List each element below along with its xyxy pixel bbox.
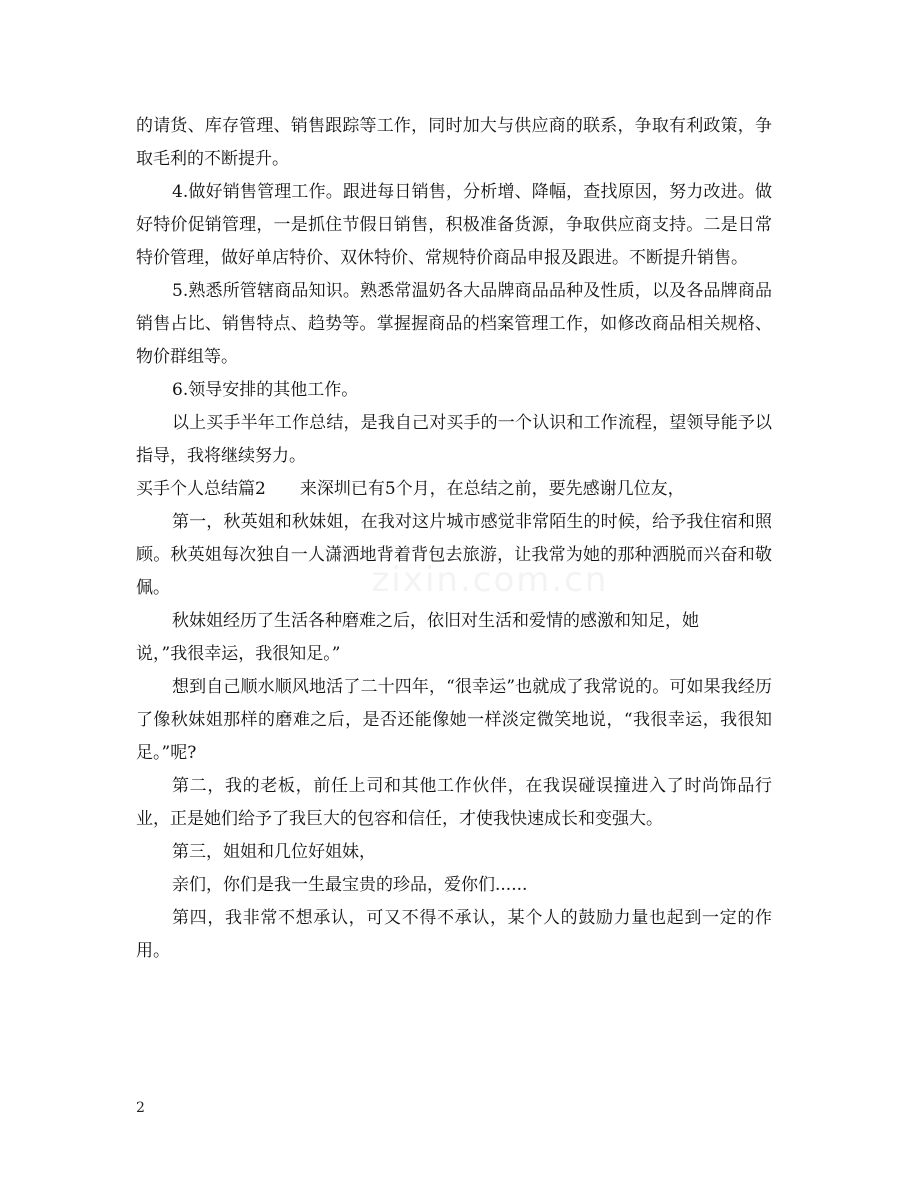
paragraph-qiumei-line2: 说，”我很幸运，我很知足。” (136, 644, 341, 664)
watermark: zixin.com.cn (371, 560, 609, 600)
paragraph-item-5: 5.熟悉所管辖商品知识。熟悉常温奶各大品牌商品品种及性质，以及各品牌商品销售占比、销售特点、趋势等。掌握握商品的档案管理工作，如修改商品相关规格、物价群组等。 (136, 281, 772, 367)
paragraph-continued: 的请货、库存管理、销售跟踪等工作，同时加大与供应商的联系，争取有利政策，争取毛利的不断提升。 (136, 116, 772, 169)
paragraph-item-6: 6.领导安排的其他工作。 (172, 380, 359, 400)
paragraph-second-thanks: 第二，我的老板，前任上司和其他工作伙伴，在我误碰误撞进入了时尚饰品行业，正是她们给予了我巨大的包容和信任，才使我快速成长和变强大。 (136, 776, 772, 829)
paragraph-conclusion: 以上买手半年工作总结，是我自己对买手的一个认识和工作流程，望领导能予以指导，我将继续努力。 (136, 413, 772, 466)
section-title: 买手个人总结篇2 (136, 479, 266, 499)
paragraph-reflection: 想到自己顺水顺风地活了二十四年，“很幸运”也就成了我常说的。可如果我经历了像秋妹姐那样的磨难之后，是否还能像她一样淡定微笑地说，“我很幸运，我很知足。”呢? (136, 677, 772, 763)
page-number: 2 (136, 1100, 145, 1116)
document-body (136, 110, 772, 968)
paragraph-item-4: 4.做好销售管理工作。跟进每日销售，分析增、降幅，查找原因，努力改进。做好特价促销管理，一是抓住节假日销售，积极准备货源，争取供应商支持。二是日常特价管理，做好单店特价、双休特价、常规特价商品申报及跟进。不断提升销售。 (136, 182, 772, 268)
paragraph-dear-ones: 亲们，你们是我一生最宝贵的珍品，爱你们...... (172, 875, 528, 895)
paragraph-first-thanks: 第一，秋英姐和秋妹姐，在我对这片城市感觉非常陌生的时候，给予我住宿和照顾。秋英姐每次独自一人潇洒地背着背包去旅游，让我常为她的那种洒脱而兴奋和敬佩。 (136, 512, 772, 598)
paragraph-fourth-thanks: 第四，我非常不想承认，可又不得不承认，某个人的鼓励力量也起到一定的作用。 (136, 908, 772, 961)
paragraph-third-thanks: 第三，姐姐和几位好姐妹， (172, 842, 376, 862)
section-intro: 来深圳已有5个月，在总结之前，要先感谢几位友， (299, 479, 685, 499)
paragraph-qiumei-line1: 秋妹姐经历了生活各种磨难之后，依旧对生活和爱情的感激和知足，她 (172, 611, 699, 631)
section-heading-line (136, 473, 772, 506)
